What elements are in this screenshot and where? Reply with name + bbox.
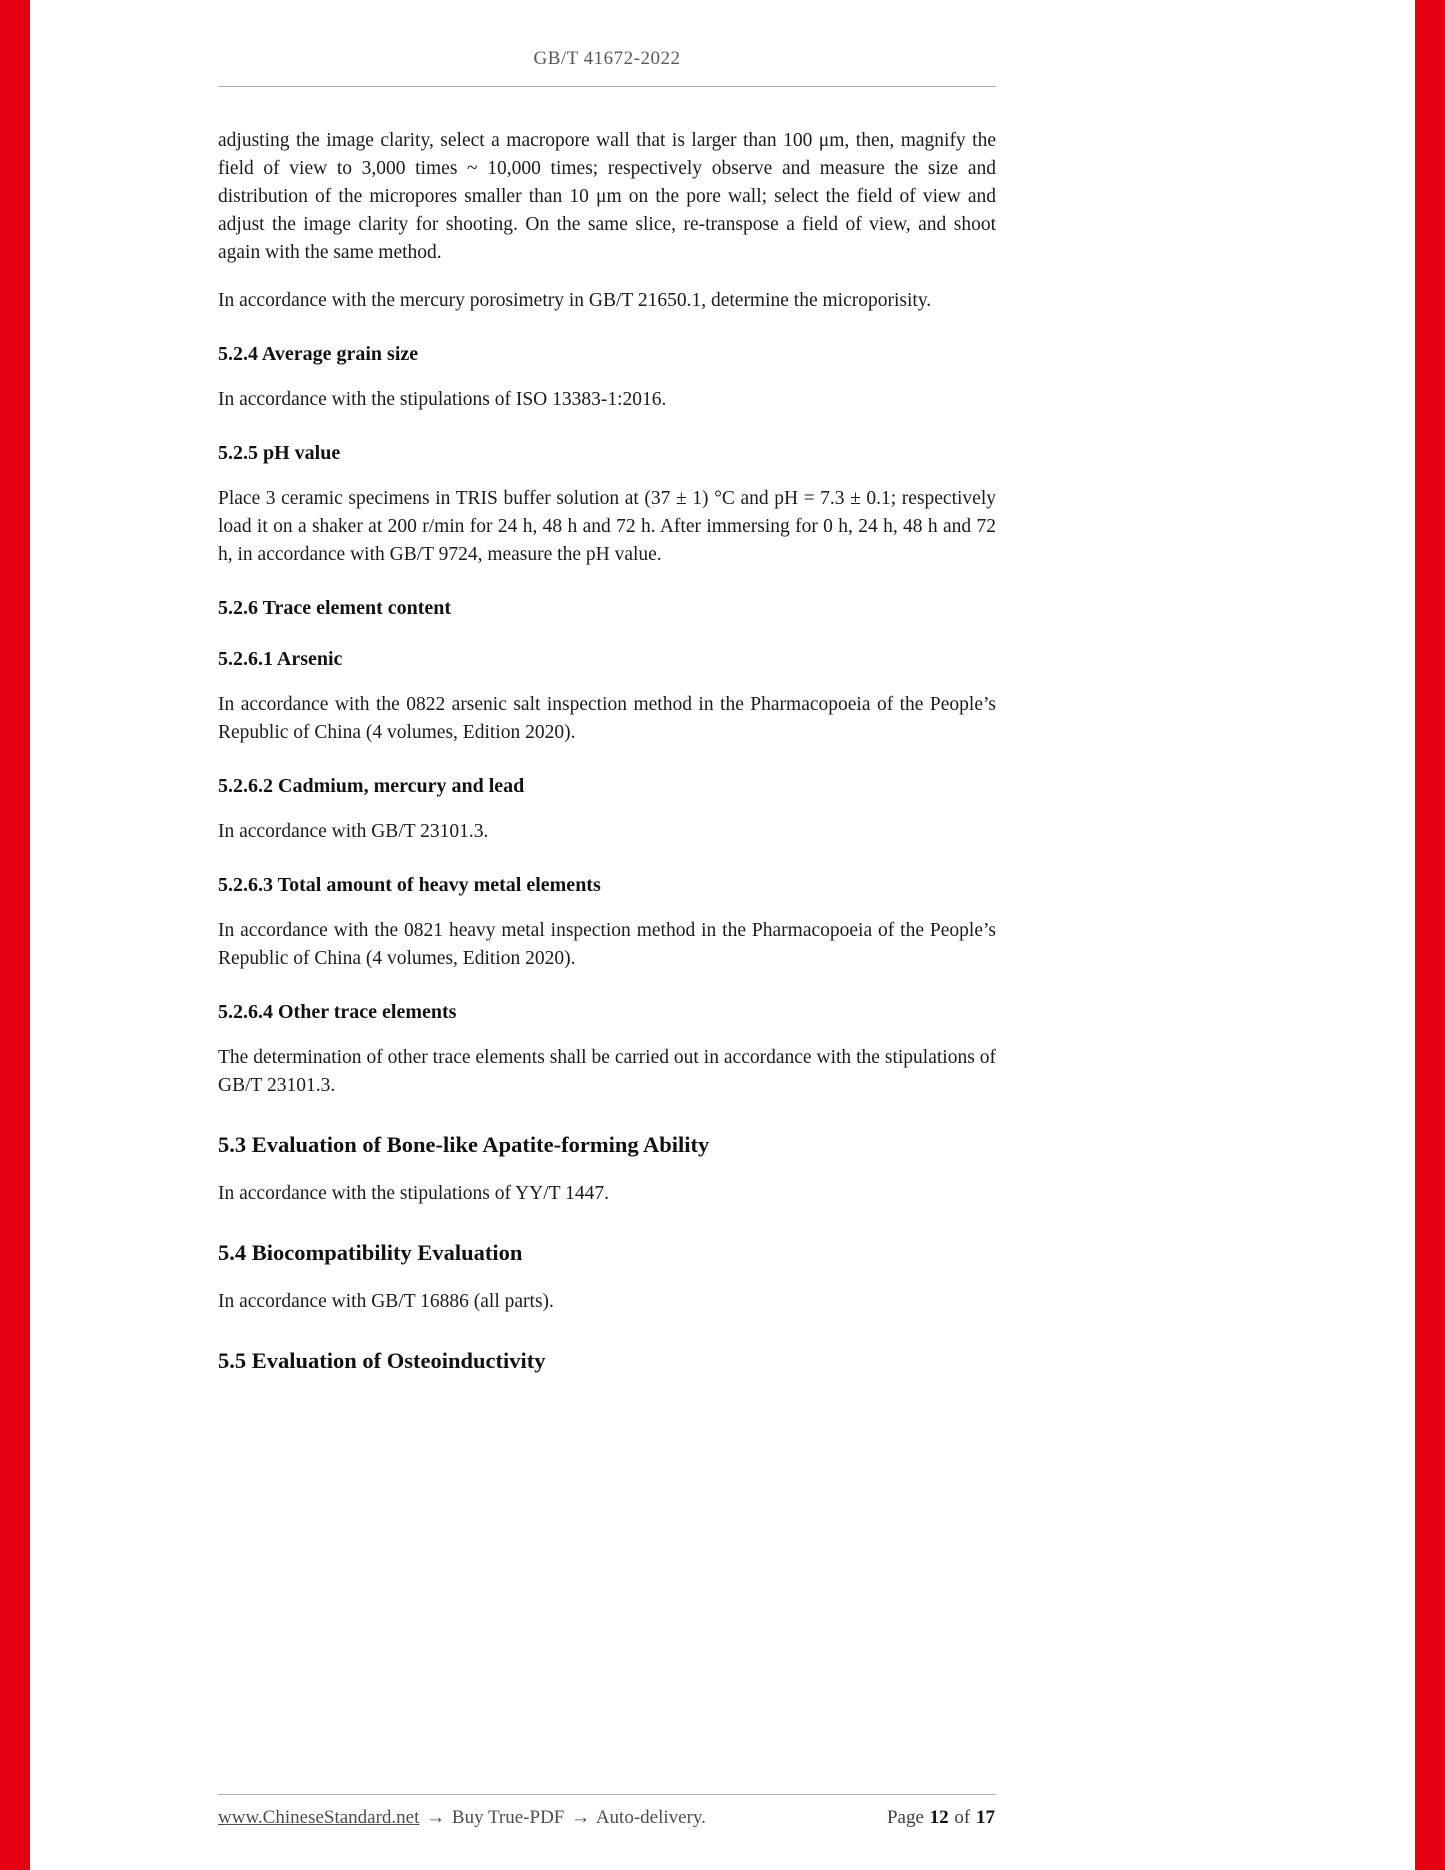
page-current-number: 12 [929, 1807, 949, 1828]
page-footer [218, 1778, 996, 1829]
document-body [218, 87, 996, 1374]
paragraph-heavy-metal: In accordance with the 0821 heavy metal inspection method in the Pharmacopoeia of the People’s Republic of China (4 volumes, Edition 2020). [218, 920, 996, 969]
heading-5-4: 5.4 Biocompatibility Evaluation [218, 1240, 523, 1265]
chinesestandard-link[interactable]: www.ChineseStandard.net [218, 1807, 420, 1828]
paragraph-other-trace: The determination of other trace elements shall be carried out in accordance with the stipulations of GB/T 23101.3. [218, 1047, 996, 1096]
heading-5-2-4: 5.2.4 Average grain size [218, 343, 419, 365]
heading-5-3: 5.3 Evaluation of Bone-like Apatite-forming Ability [218, 1132, 710, 1157]
paragraph-iso-13383: In accordance with the stipulations of ISO 13383-1:2016. [218, 389, 667, 410]
footer-buy-text: Buy True-PDF [451, 1807, 565, 1828]
page-content [218, 0, 996, 1870]
page-label: Page [886, 1807, 924, 1828]
page-header [218, 48, 996, 87]
paragraph-ph-value: Place 3 ceramic specimens in TRIS buffer solution at (37 ± 1) °C and pH = 7.3 ± 0.1; respectively load it on a shaker at 200 r/min for 24 h, 48 h and 72 h. After immersing for 0 h, 24 h, 48 h and 72 h, in accordance with GB/T 9724, measure the pH value. [218, 488, 996, 565]
heading-5-2-6-1: 5.2.6.1 Arsenic [218, 648, 343, 670]
footer-delivery-text: Auto-delivery. [595, 1807, 706, 1828]
paragraph-gbt-16886: In accordance with GB/T 16886 (all parts). [218, 1291, 554, 1312]
heading-5-2-6-2: 5.2.6.2 Cadmium, mercury and lead [218, 775, 525, 797]
heading-5-2-5: 5.2.5 pH value [218, 442, 341, 464]
right-arrow-icon: → [571, 1807, 591, 1828]
footer-branding [218, 1807, 706, 1829]
right-red-bar [1415, 0, 1445, 1870]
right-arrow-icon: → [426, 1807, 446, 1828]
heading-5-2-6-4: 5.2.6.4 Other trace elements [218, 1001, 457, 1023]
paragraph-cadmium: In accordance with GB/T 23101.3. [218, 821, 489, 842]
paragraph-mercury-porosimetry: In accordance with the mercury porosimetry in GB/T 21650.1, determine the microporisity. [218, 290, 932, 311]
paragraph-arsenic: In accordance with the 0822 arsenic salt inspection method in the Pharmacopoeia of the People’s Republic of China (4 volumes, Edition 2020). [218, 694, 996, 743]
standard-number-title: GB/T 41672-2022 [533, 48, 681, 69]
left-red-bar [0, 0, 30, 1870]
page-total-number: 17 [976, 1807, 995, 1828]
heading-5-5: 5.5 Evaluation of Osteoinductivity [218, 1348, 546, 1373]
heading-5-2-6: 5.2.6 Trace element content [218, 597, 452, 619]
paragraph-yyt-1447: In accordance with the stipulations of YY/T 1447. [218, 1183, 609, 1204]
page-indicator [887, 1807, 996, 1829]
paragraph-image-clarity: adjusting the image clarity, select a macropore wall that is larger than 100 μm, then, magnify the field of view to 3,000 times ~ 10,000 times; respectively observe and measure the size and distribution of the micropores smaller than 10 μm on the pore wall; select the field of view and adjust the image clarity for shooting. On the same slice, re-transpose a field of view, and shoot again with the same method. [218, 130, 996, 263]
of-label: of [954, 1807, 971, 1828]
footer-divider [218, 1794, 996, 1795]
heading-5-2-6-3: 5.2.6.3 Total amount of heavy metal elements [218, 874, 601, 896]
